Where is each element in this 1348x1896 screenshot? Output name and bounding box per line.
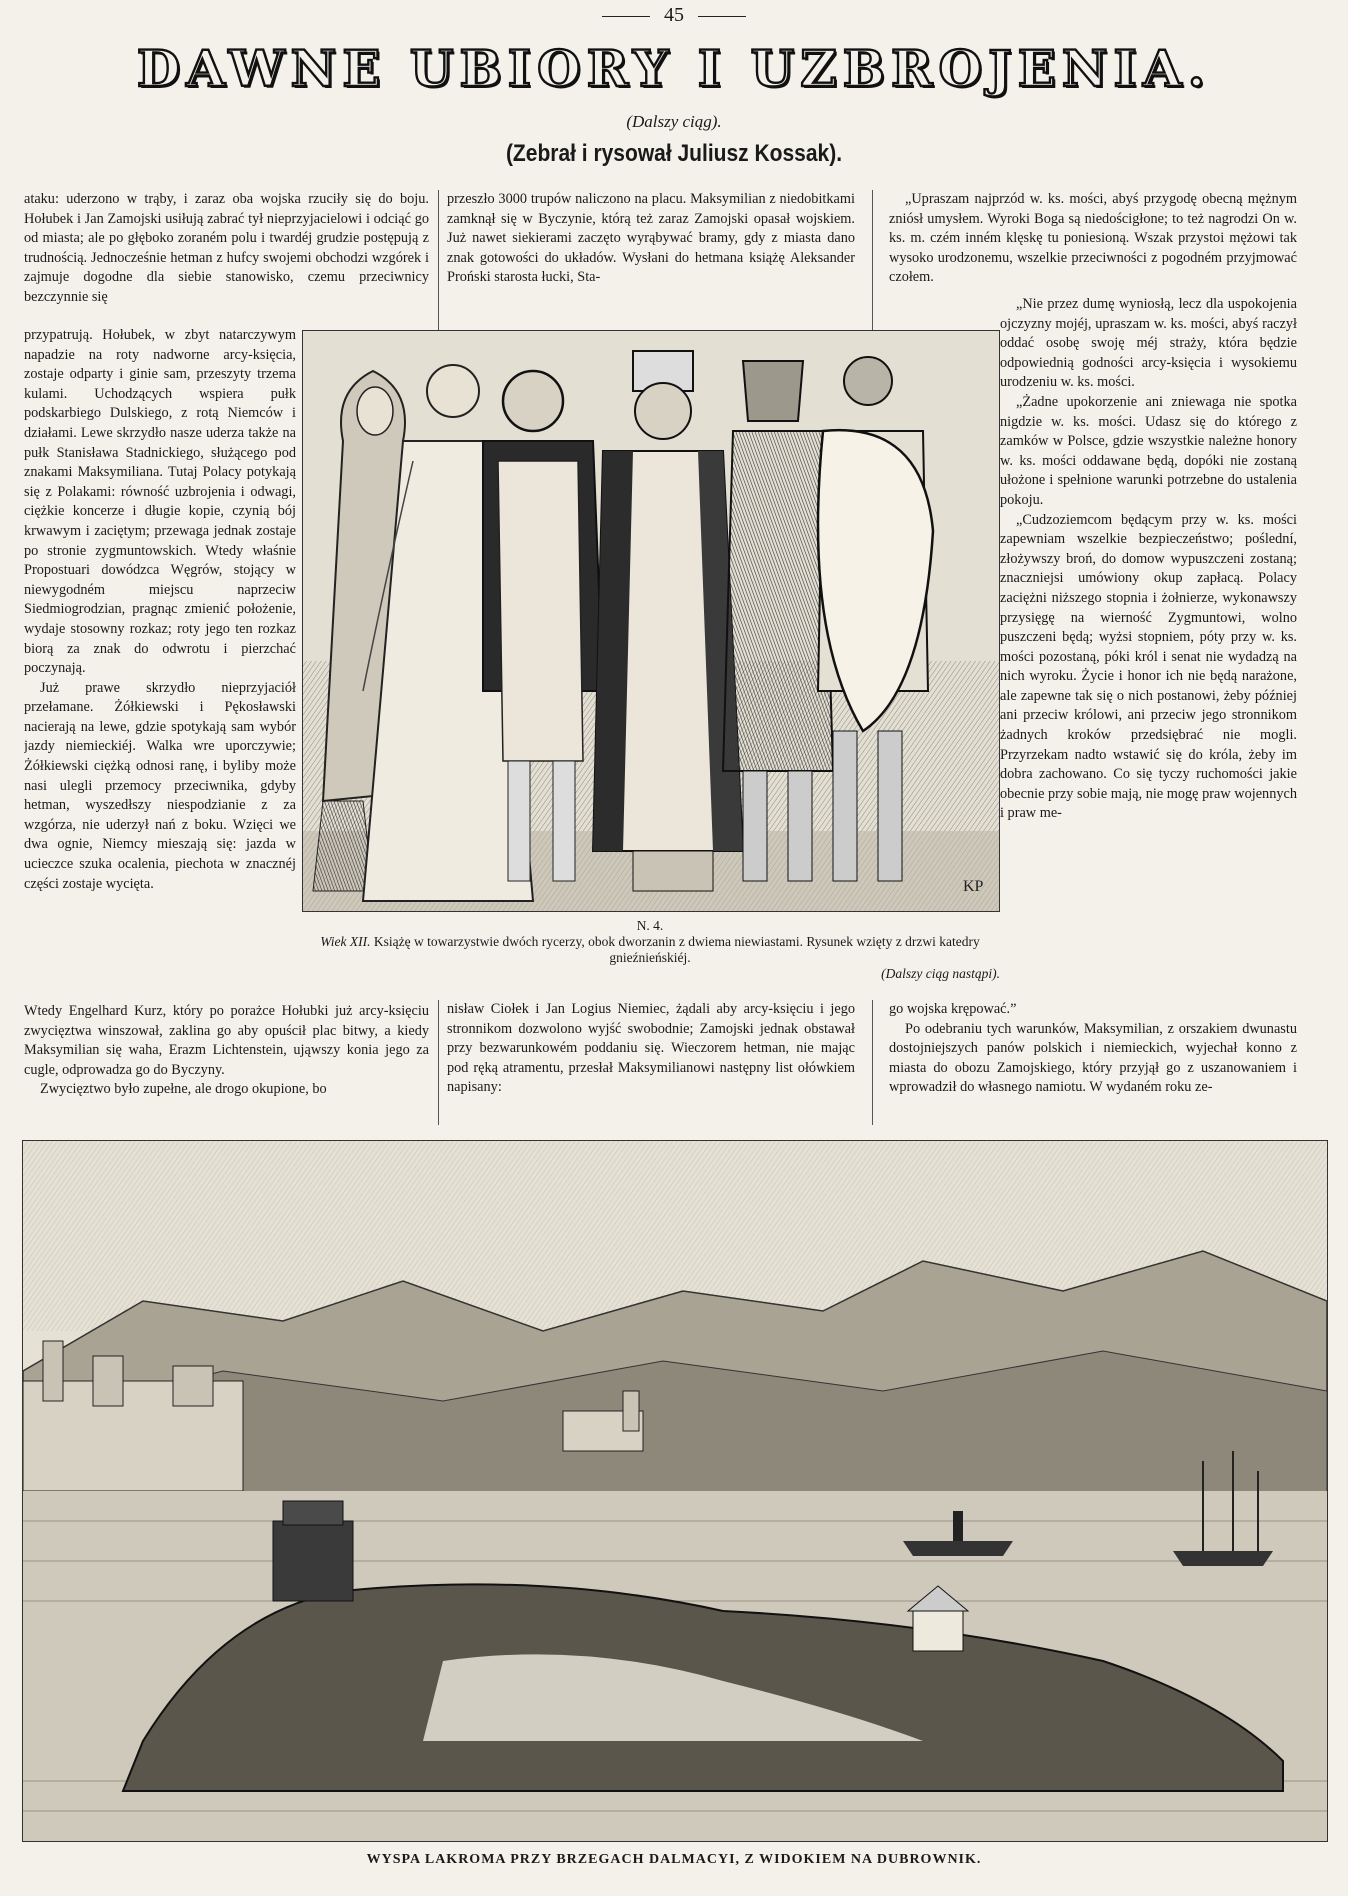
paragraph: „Żadne upokorzenie ani zniewaga nie spotka nigdzie w. ks. mości. Udasz się do którego z zamków w Polsce, gdzie wszystkie należne honory w. ks. mości oddawane będą, dopóki nie zostaną ułożone i spełnione warunki potrzebne do ustalenia pokoju.: [1000, 393, 1297, 508]
landscape-caption: WYSPA LAKROMA PRZY BRZEGACH DALMACYI, Z WIDOKIEM NA DUBROWNIK.: [366, 1852, 982, 1867]
column-3-narrow: [1000, 295, 1297, 1005]
paragraph: Wtedy Engelhard Kurz, który po porażce Hołubki już arcy-księciu zwycięztwa winszował, zaklina go aby opuścił plac bitwy, a kiedy Maksymilian się waha, Erazm Lichtenstein, ująwszy konia jego za cugle, odprowadza go do Byczyny.: [24, 1003, 429, 1078]
column-rule: [872, 1000, 873, 1125]
paragraph: Już prawe skrzydło nieprzyjaciół przełamane. Żółkiewski i Pękosławski nacierają na lewe, gdzie spotykają sam wybór jazdy niemieckiéj. Walka wre uporczywie; Żółkiewski ciężką odnosi ranę, i byliby może nasi ulegli przemocy przeciwnika, gdyby hetman, wyszedłszy niespodzianie z za wzgórza, nie uderzył nań z boku. Wzięci we dwa ognie, Niemcy mieszają się: jazda w ucieczce szuka ocalenia, piechota w znacznéj części zostaje wycięta.: [24, 679, 296, 892]
paragraph: „Upraszam najprzód w. ks. mości, abyś przygodę obecną mężnym zniósł umysłem. Wyroki Boga są niedościgłone; to też nagrodzi On w. ks. m. czém inném klęskę tu poniesioną. Wszak przystoi mężowi tak wysoko urodzonemu, wszelkie przeciwności z pogodném przyjmować czołem.: [889, 191, 1297, 286]
paragraph: „Cudzoziemcom będącym przy w. ks. mości zapewniam wszelkie bezpieczeństwo; poślední, złożywszy broń, do domow wypuszczeni zostaną; znaczniejsi umówiony okup zapłacą. Polacy zaciężni niższego stopnia i żołnierze, wykonawszy przysięgę na wierność Zygmuntowi, wolno puszczeni będą; wyżsi stopniem, póty przy w. ks. mości pozostaną, póki król i senat nie wydadzą na nich wyroku. Życie i honor ich nie będą narażone, ale zapewne tak się o nich postanowi, żeby później ani przeciw królowi, ani przeciw jego stronnikom żadnych kroków przedsiębrać nie mogli. Przyrzekam nadto wstawić się do króla, żeby im dobra zachowano. Co się tyczy ruchomości jakie obecnie przy sobie mają, nie mogę praw wojennych i praw me-: [1000, 511, 1297, 822]
paragraph: go wojska krępować.”: [889, 1001, 1017, 1017]
figure-caption: [302, 918, 998, 966]
paragraph: Po odebraniu tych warunków, Maksymilian, z orszakiem dwunastu dostojniejszych panów polskich i niemieckich, wyjechał konno z miasta do obozu Zamojskiego, który przyjął go z uszanowaniem i wprowadził do własnego namiotu. W wydaném roku ze-: [889, 1020, 1297, 1096]
column-3-bottom: [889, 1000, 1297, 1125]
figure-number: N. 4.: [636, 918, 664, 933]
dash-left: [602, 16, 650, 17]
engraving-island-landscape: [22, 1140, 1328, 1842]
paragraph: przeszło 3000 trupów naliczono na placu. Maksymilian z niedobitkami zamknął się w Byczynie, którą też zaraz Zamojski opasał wojskiem. Już nawet siekierami zaczęto wyrąbywać bramy, gdy z miasta dano znak gotowości do układów. Wysłani do hetmana książę Aleksander Proński starosta łucki, Sta-: [447, 191, 855, 286]
landscape-illustration: [23, 1141, 1327, 1841]
column-1-top: [24, 190, 429, 330]
figure-caption-text: Książę w towarzystwie dwóch rycerzy, obok dworzanin z dwiema niewiastami. Rysunek wzięty z drzwi katedry gnieźnieńskiéj.: [373, 934, 980, 965]
column-rule: [438, 1000, 439, 1125]
fortress: [273, 1501, 353, 1601]
page-number-text: 45: [664, 4, 684, 26]
column-rule: [438, 190, 439, 330]
page-number: [0, 4, 1348, 27]
paragraph: przypatrują. Hołubek, w zbyt natarczywym napadzie na roty nadworne arcy-księcia, zostaje odparty i ginie sam, przeszyty trzema kulami. Uchodzących wspiera pułk podskarbiego Dulskiego, z rotą Niemców i działami. Lewe skrzydło nasze uderza także na pułk Stanisława Stadnickiego, służącego pod znakami Maksymiliana. Tutaj Polacy potykają się z Polakami: równość uzbrojenia i odwagi, ciężkie koncerze i długie kopie, czynią bój krwawym i zaciętym; przewaga jednak zostaje po stronie zygmuntowskich. Wtedy właśnie Propostuari dowódzca Węgrów, stojący w niewygodném miejscu naprzeciw Siedmiogrodzian, pragnąc zmienić położenie, wydaje stosowny rozkaz; roty jego ten rozkaz biorą za znak do odwrotu i pierzchać poczynają.: [24, 327, 296, 677]
paragraph: Zwycięztwo było zupełne, ale drogo okupione, bo: [40, 1081, 327, 1098]
column-1-bottom: [24, 1002, 429, 1126]
paragraph: „Nie przez dumę wyniosłą, lecz dla uspokojenia ojczyzny mojéj, upraszam w. ks. mości, abyś raczył oddać osobę swoję méj straży, która będzie odpowiednią godności arcy-księcia i wysokiemu urodzeniu w. ks. mości.: [1000, 296, 1297, 391]
paragraph: ataku: uderzono w trąby, i zaraz oba wojska rzuciły się do boju. Hołubek i Jan Zamojski usiłują zabrać tył nieprzyjacielowi i odciąć go od miasta; ale po głęboko zoraném polu i twardéj grudzie postępują z trudnością. Jednocześnie hetman z hufcy swojemi obchodzi wzgórek i zajmuje dogodne dla siebie stanowisko, czemu przeciwnicy bezczynnie się: [24, 191, 429, 305]
continued-note: (Dalszy ciąg).: [626, 112, 722, 131]
to-be-continued: (Dalszy ciąg nastąpi).: [881, 966, 1000, 981]
column-2-top: [447, 190, 855, 330]
figure-epoch: Wiek XII.: [320, 934, 371, 949]
paragraph: nisław Ciołek i Jan Logius Niemiec, żądali aby arcy-księciu i jego stronnikom dozwolono wyjść swobodnie; Zamojski jednak obstawał przy bezwarunkowém poddaniu się. Wieczorem hetman, nie mając pod ręką atramentu, przesłał Maksymilianowi następny list ołówkiem napisany:: [447, 1001, 855, 1096]
byline: (Zebrał i rysował Juliusz Kossak).: [505, 140, 843, 167]
column-2-bottom: [447, 1000, 855, 1125]
engraving-costume-figures: [302, 330, 1000, 912]
dash-right: [698, 16, 746, 17]
page-title: DAWNE UBIORY I UZBROJENIA.: [136, 39, 1212, 98]
artist-signature: KP: [963, 878, 984, 895]
costume-illustration: [303, 331, 999, 911]
column-rule: [872, 190, 873, 330]
